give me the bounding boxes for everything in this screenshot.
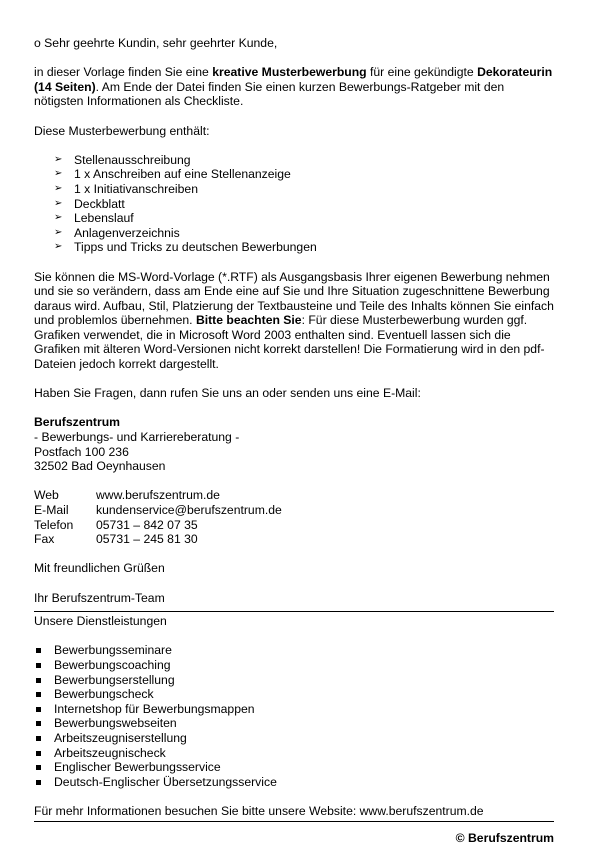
- square-bullet-icon: [36, 707, 41, 712]
- website-link[interactable]: www.berufszentrum.de: [96, 488, 220, 503]
- list-item: [34, 197, 554, 212]
- address-block: [34, 415, 554, 473]
- list-item: [34, 226, 554, 241]
- intro-paragraph: [34, 65, 554, 109]
- list-item-label: Deckblatt: [74, 196, 125, 211]
- list-item-label: Stellenausschreibung: [74, 152, 191, 167]
- salutation: o Sehr geehrte Kundin, sehr geehrter Kunde,: [34, 36, 278, 50]
- square-bullet-icon: [36, 663, 41, 668]
- list-item: [34, 731, 554, 746]
- intro-bold-1: kreative Musterbewerbung: [212, 65, 367, 80]
- contents-list: [34, 153, 554, 255]
- arrow-bullet-icon: ➢: [54, 241, 63, 253]
- contact-row-email: [34, 503, 554, 518]
- list-item: [34, 167, 554, 182]
- list-item: [34, 716, 554, 731]
- list-item: [34, 746, 554, 761]
- arrow-bullet-icon: ➢: [54, 212, 63, 224]
- contents-heading: Diese Musterbewerbung enthält:: [34, 123, 210, 138]
- usage-text-1: Sie können die MS-Word-Vorlage (*.RTF) als Ausgangsbasis Ihrer eigenen Bewerbung nehmen und sie so verändern, dass am Ende eine auf Sie und Ihre Situation zugeschnittene Bewerbung daraus wird. Aufbau, Stil, Platzierung der Textbausteine und Teile des Inhalts können Sie einfach und problemlos übernehmen.: [34, 269, 554, 328]
- service-label: Englischer Bewerbungsservice: [54, 760, 221, 775]
- list-item: [34, 211, 554, 226]
- usage-text-2: : Für diese Musterbewerbung wurden ggf. Grafiken verwendet, die in Microsoft Word 2003 enthalten sind. Eventuell lassen sich die Grafiken mit älteren Word-Versionen nicht korrekt darstellen! Die Formatierung wird in den pdf-Dateien jedoch korrekt dargestellt.: [34, 313, 545, 372]
- list-item: [34, 702, 554, 717]
- more-info-text: Für mehr Informationen besuchen Sie bitte unsere Website: www.berufszentrum.de: [34, 803, 484, 818]
- square-bullet-icon: [36, 692, 41, 697]
- contact-label: Telefon: [34, 517, 74, 532]
- service-label: Bewerbungsseminare: [54, 643, 172, 658]
- email-link[interactable]: kundenservice@berufszentrum.de: [96, 503, 282, 517]
- list-item: [34, 673, 554, 688]
- divider: [34, 611, 554, 612]
- contact-label: E-Mail: [34, 503, 69, 517]
- service-label: Bewerbungswebseiten: [54, 716, 177, 731]
- list-item-label: Anlagenverzeichnis: [74, 225, 180, 240]
- list-item: [34, 240, 554, 255]
- document-page: [34, 36, 554, 846]
- list-item: [34, 182, 554, 197]
- list-item: [34, 153, 554, 168]
- list-item: [34, 760, 554, 775]
- arrow-bullet-icon: ➢: [54, 153, 63, 165]
- square-bullet-icon: [36, 678, 41, 683]
- footer-divider: [34, 821, 554, 822]
- arrow-bullet-icon: ➢: [54, 182, 63, 194]
- service-label: Arbeitszeugnischeck: [54, 745, 166, 760]
- contact-row-fax: [34, 532, 554, 547]
- arrow-bullet-icon: ➢: [54, 226, 63, 238]
- contact-label: Fax: [34, 532, 55, 547]
- service-label: Bewerbungserstellung: [54, 672, 175, 687]
- intro-bold-2: Dekorateurin (14 Seiten): [34, 65, 553, 94]
- intro-text-2: für eine gekündigte: [366, 65, 478, 80]
- services-heading: Unsere Dienstleistungen: [34, 614, 167, 629]
- usage-bold: Bitte beachten Sie: [195, 313, 302, 328]
- square-bullet-icon: [36, 721, 41, 726]
- contact-label: Web: [34, 488, 59, 503]
- list-item: [34, 643, 554, 658]
- service-label: Bewerbungscheck: [54, 687, 154, 702]
- usage-paragraph: [34, 270, 554, 372]
- phone-value: 05731 – 842 07 35: [96, 517, 198, 532]
- intro-text-3: . Am Ende der Datei finden Sie einen kurzen Bewerbungs-Ratgeber mit den nötigsten Informationen als Checkliste.: [34, 79, 505, 109]
- service-label: Deutsch-Englischer Übersetzungsservice: [54, 774, 277, 789]
- service-label: Internetshop für Bewerbungsmappen: [54, 701, 255, 716]
- closing-text: Mit freundlichen Grüßen: [34, 561, 165, 576]
- address-line: 32502 Bad Oeynhausen: [34, 459, 166, 474]
- contact-row-web: [34, 488, 554, 503]
- arrow-bullet-icon: ➢: [54, 168, 63, 180]
- square-bullet-icon: [36, 736, 41, 741]
- signature-text: Ihr Berufszentrum-Team: [34, 590, 165, 605]
- company-name: Berufszentrum: [34, 415, 121, 430]
- square-bullet-icon: [36, 765, 41, 770]
- fax-value: 05731 – 245 81 30: [96, 532, 198, 547]
- list-item-label: Tipps und Tricks zu deutschen Bewerbungen: [74, 240, 317, 255]
- service-label: Arbeitszeugniserstellung: [54, 730, 187, 745]
- services-list: [34, 643, 554, 789]
- square-bullet-icon: [36, 648, 41, 653]
- list-item: [34, 775, 554, 790]
- list-item: [34, 687, 554, 702]
- copyright: © Berufszentrum: [455, 831, 554, 846]
- address-line: Postfach 100 236: [34, 444, 129, 459]
- square-bullet-icon: [36, 780, 41, 785]
- square-bullet-icon: [36, 751, 41, 756]
- contact-block: [34, 488, 554, 546]
- list-item-label: 1 x Anschreiben auf eine Stellenanzeige: [74, 167, 291, 182]
- service-label: Bewerbungscoaching: [54, 657, 171, 672]
- questions-text: Haben Sie Fragen, dann rufen Sie uns an oder senden uns eine E-Mail:: [34, 386, 421, 401]
- address-line: - Bewerbungs- und Karriereberatung -: [34, 430, 240, 445]
- list-item-label: 1 x Initiativanschreiben: [74, 181, 198, 196]
- arrow-bullet-icon: ➢: [54, 197, 63, 209]
- list-item-label: Lebenslauf: [74, 211, 134, 226]
- list-item: [34, 658, 554, 673]
- contact-row-phone: [34, 518, 554, 533]
- intro-text-1: in dieser Vorlage finden Sie eine: [34, 65, 213, 80]
